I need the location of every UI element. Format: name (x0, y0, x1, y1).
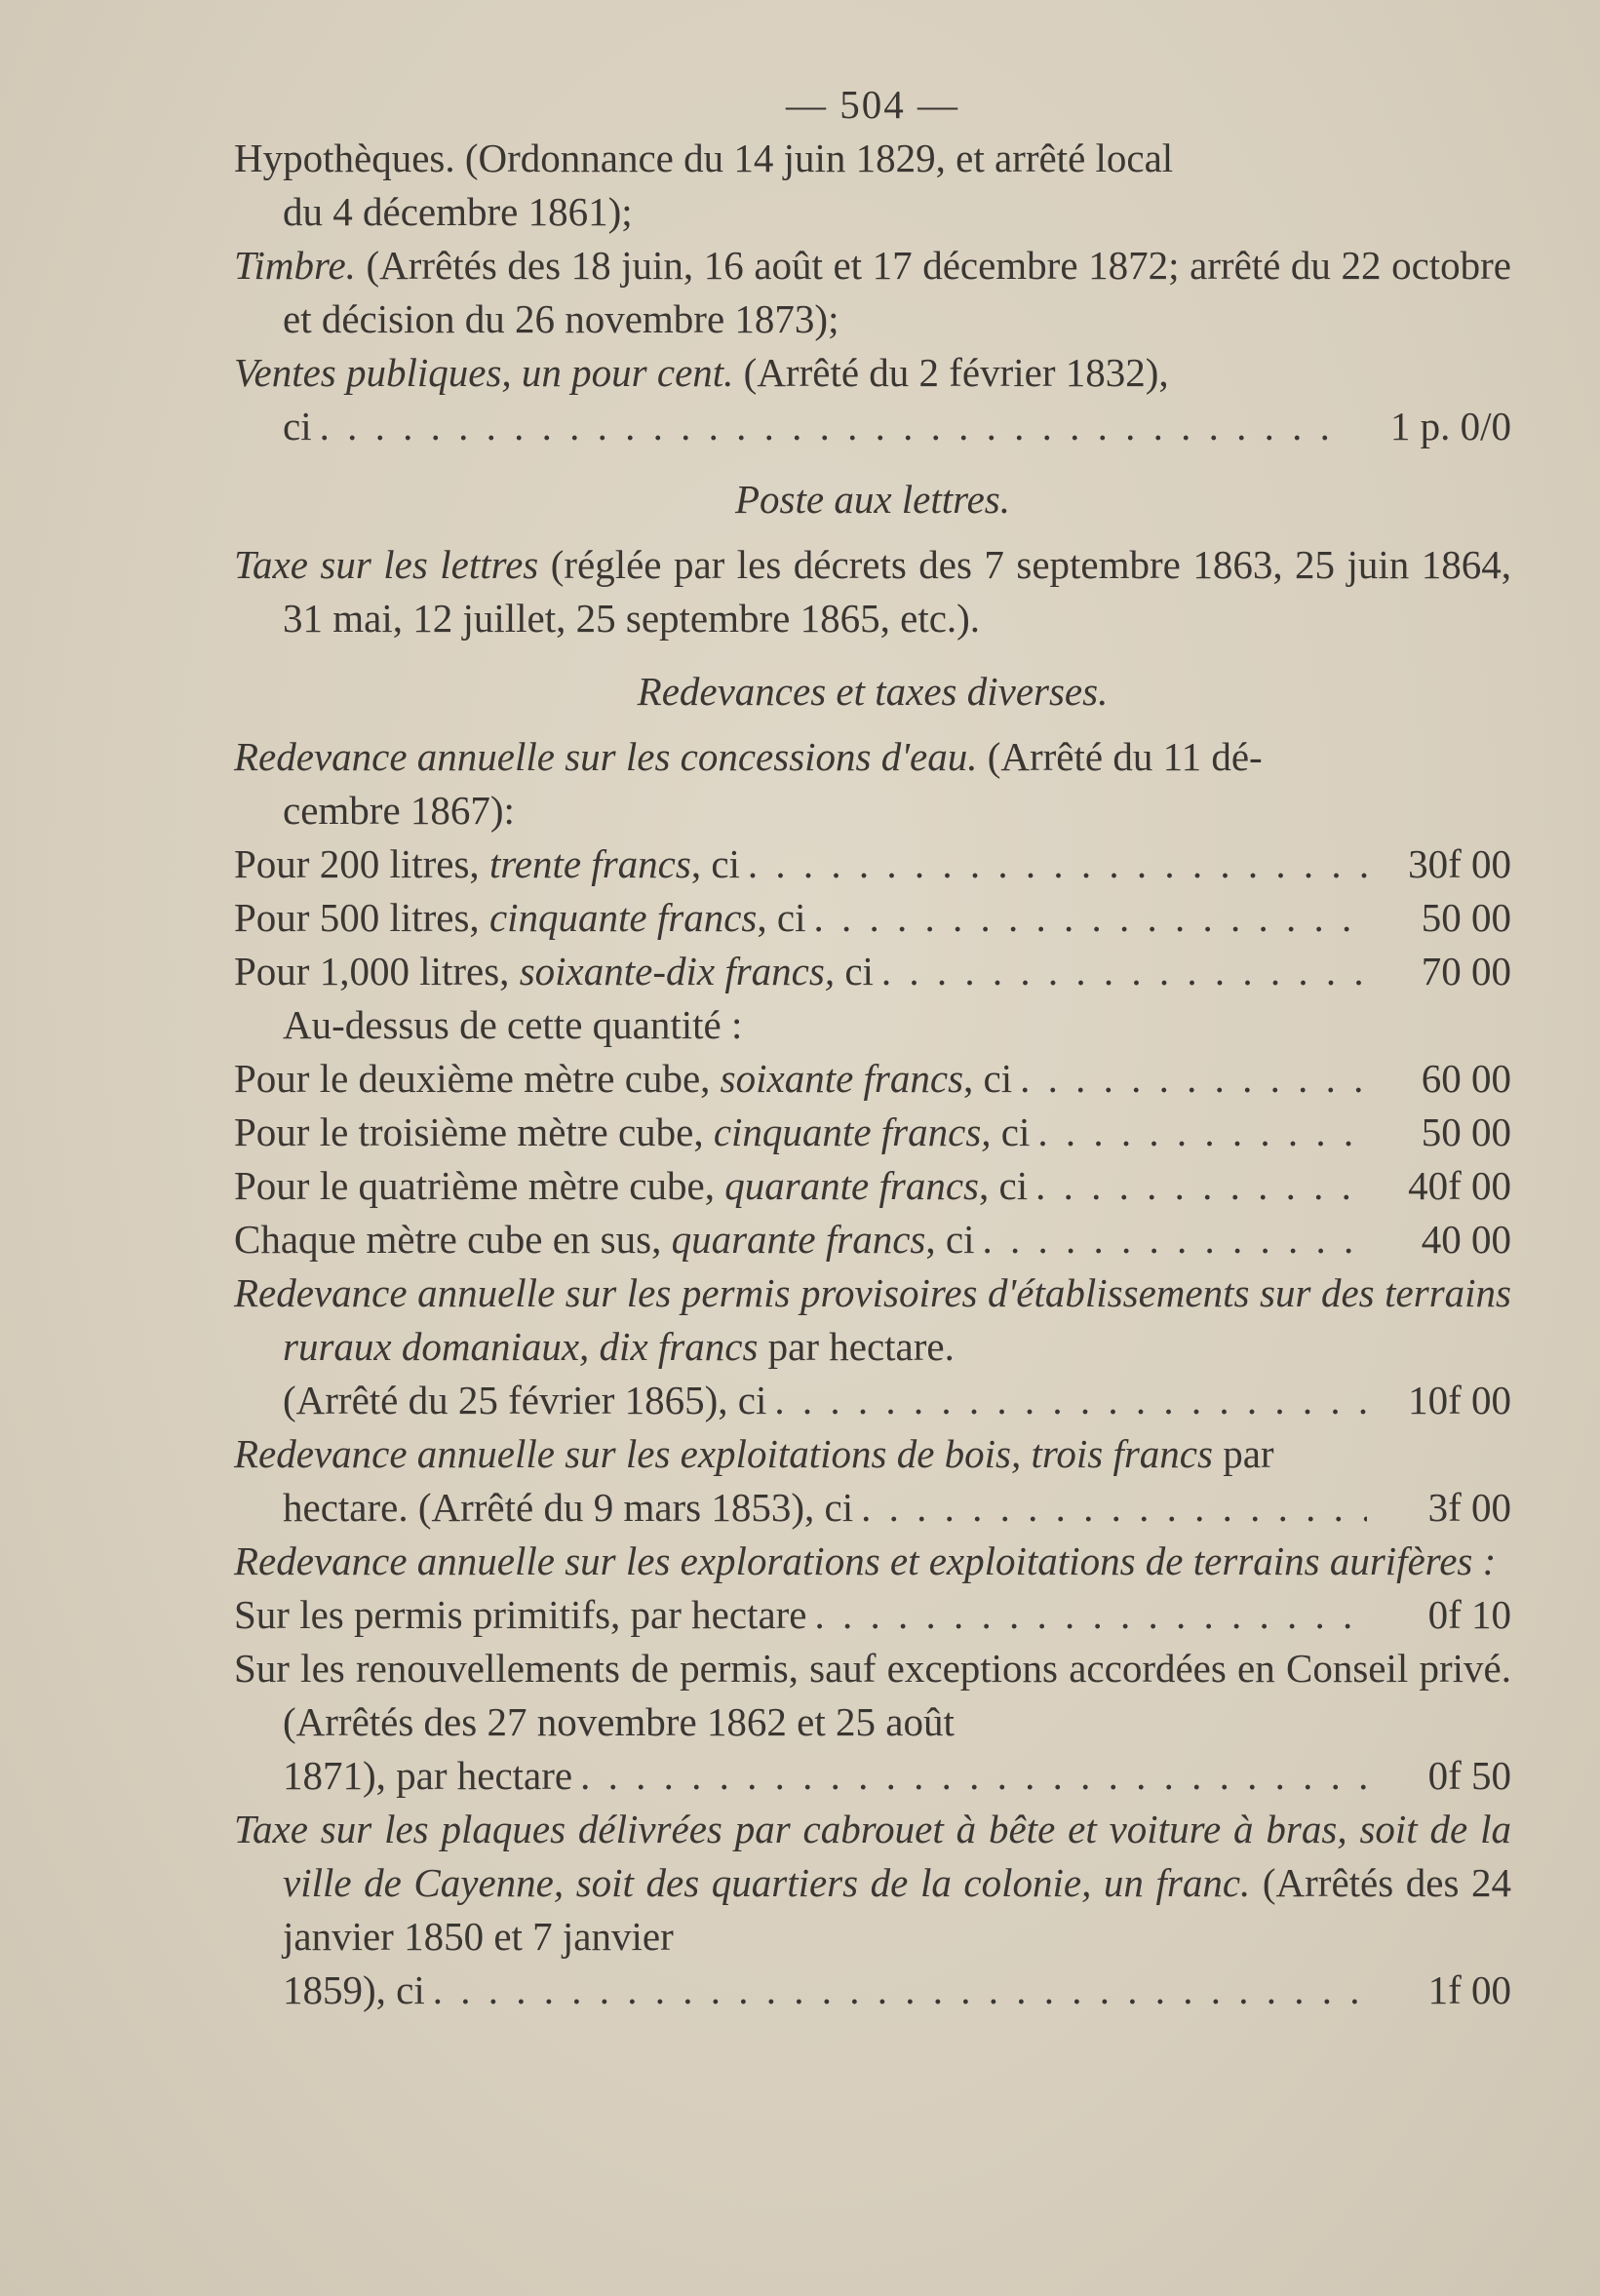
leader-dots (748, 837, 1367, 891)
item-post: , ci (925, 1217, 975, 1262)
item-pre: Pour 200 litres, (234, 841, 489, 886)
eau-item-4 (234, 1052, 1511, 1106)
timbre-title: Timbre. (234, 243, 356, 288)
item-italic: soixante-dix francs, (519, 949, 836, 993)
leader-dots (815, 1588, 1368, 1642)
leader-dots (433, 1964, 1367, 2017)
page-number: — 504 — (786, 82, 959, 127)
item-amount: 40 00 (1421, 1217, 1511, 1262)
permis-amount-line (234, 1374, 1511, 1427)
item-pre: Pour 1,000 litres, (234, 949, 520, 993)
leader-dots (881, 945, 1367, 998)
item-amount: 30f 00 (1408, 841, 1511, 886)
permis-last: (Arrêté du 25 février 1865), ci (283, 1378, 767, 1422)
eau-rest: (Arrêté du 11 dé- (977, 734, 1263, 779)
item-italic: trente francs (488, 841, 691, 886)
item-amount: 70 00 (1421, 949, 1511, 993)
eau-item-1 (234, 837, 1511, 891)
eau-item-2 (234, 891, 1511, 945)
leader-dots (982, 1213, 1367, 1266)
entry-permis-provisoires (234, 1266, 1511, 1374)
leader-dots (580, 1749, 1367, 1803)
plaques-last: 1859), ci (283, 1967, 425, 2012)
item-post: , ci (979, 1163, 1029, 1208)
item-pre: Pour le troisième mètre cube, (234, 1109, 714, 1154)
entry-exploitations-bois (234, 1427, 1511, 1481)
item-pre: Pour le quatrième mètre cube, (234, 1163, 725, 1208)
primitifs-label: Sur les permis primitifs, par hectare (234, 1592, 807, 1637)
item-italic: cinquante francs, (713, 1109, 992, 1154)
taxe-lettres-line2: 25 juin 1864, 31 mai, 12 juillet, 25 septembre 1865, etc.). (283, 542, 1511, 641)
ventes-amount-line (234, 400, 1511, 453)
bois-rest: par (1212, 1431, 1274, 1476)
item-pre: Pour le deuxième mètre cube, (234, 1056, 721, 1101)
item-amount: 50 00 (1421, 1109, 1511, 1154)
ventes-title: Ventes publiques, un pour cent. (234, 350, 734, 395)
ventes-ci: ci (283, 404, 312, 448)
bois-last: hectare. (Arrêté du 9 mars 1853), ci (283, 1485, 854, 1530)
plaques-amount-line (234, 1964, 1511, 2017)
taxe-lettres-title: Taxe sur les lettres (234, 542, 539, 587)
bois-amount-line (234, 1481, 1511, 1535)
taxe-lettres-line1: (réglée par les décrets des 7 septembre 1863, (538, 542, 1283, 587)
item-amount: 50 00 (1421, 895, 1511, 940)
timbre-line2: arrêté du 22 octobre et décision du 26 novembre 1873); (283, 243, 1512, 341)
eau-item-3 (234, 945, 1511, 998)
item-amount: 40f 00 (1408, 1163, 1511, 1208)
item-post: , ci (963, 1056, 1013, 1101)
primitifs-line (234, 1588, 1511, 1642)
leader-dots (813, 891, 1367, 945)
leader-dots (1020, 1052, 1367, 1106)
bois-title: Redevance annuelle sur les exploitations de bois, trois francs (234, 1431, 1213, 1476)
plaques-title: Taxe sur les plaques délivrées par cabrouet à bête et voiture à bras, soit de la ville de Cayenne, soit des quartiers de la colonie, un franc. (234, 1807, 1511, 1905)
eau-item-5 (234, 1106, 1511, 1159)
plaques-amount: 1f 00 (1427, 1967, 1511, 2012)
renouv-amount-line (234, 1749, 1511, 1803)
entry-renouvellements: Sur les renouvellements de permis, sauf exceptions accordées en Conseil privé. (Arrêtés des 27 novembre 1862 et 25 août (234, 1646, 1511, 1744)
item-amount: 60 00 (1421, 1056, 1511, 1101)
leader-dots (1035, 1159, 1367, 1213)
hypotheques-line1: Hypothèques. (Ordonnance du 14 juin 1829, et arrêté local (234, 136, 1174, 180)
item-italic: cinquante francs (488, 895, 758, 940)
item-italic: quarante francs (671, 1217, 926, 1262)
leader-dots (1037, 1106, 1367, 1159)
entry-ventes (234, 346, 1511, 400)
item-post: , ci (690, 841, 740, 886)
entry-concessions-eau (234, 730, 1511, 837)
permis-rest: par hectare. (758, 1324, 955, 1369)
heading-redevances: Redevances et taxes diverses. (637, 669, 1109, 714)
entry-timbre (234, 239, 1511, 346)
ventes-amount: 1 p. 0/0 (1389, 404, 1511, 448)
eau-title: Redevance annuelle sur les concessions d'eau. (234, 734, 978, 779)
item-post: , ci (757, 895, 806, 940)
permis-title: Redevance annuelle sur les permis provisoires d'établissements sur des terrains ruraux domaniaux, dix francs (234, 1270, 1511, 1369)
eau-item-7 (234, 1213, 1511, 1266)
item-italic: quarante francs (724, 1163, 979, 1208)
permis-amount: 10f 00 (1408, 1378, 1511, 1422)
entry-plaques (234, 1803, 1511, 1964)
item-post: ci (835, 949, 874, 993)
leader-dots (774, 1374, 1367, 1427)
bois-amount: 3f 00 (1427, 1485, 1511, 1530)
text-column (234, 78, 1511, 2017)
eau-line2: cembre 1867): (283, 788, 515, 833)
item-post: ci (991, 1109, 1031, 1154)
leader-dots (861, 1481, 1367, 1535)
au-dessus: Au-dessus de cette quantité : (283, 1002, 743, 1047)
primitifs-amount: 0f 10 (1427, 1592, 1511, 1637)
entry-terrains-auriferes: Redevance annuelle sur les explorations et exploitations de terrains aurifères : (234, 1538, 1497, 1583)
timbre-line1: (Arrêtés des 18 juin, 16 août et 17 décembre 1872; (355, 243, 1180, 288)
renouv-last: 1871), par hectare (283, 1753, 573, 1798)
item-pre: Chaque mètre cube en sus, (234, 1217, 672, 1262)
ventes-rest: (Arrêté du 2 février 1832), (733, 350, 1169, 395)
hypotheques-line2: du 4 décembre 1861); (283, 189, 633, 234)
entry-taxe-lettres (234, 538, 1511, 645)
entry-hypotheques (234, 132, 1511, 239)
item-pre: Pour 500 litres, (234, 895, 489, 940)
plaques-rest: (Arrêtés des 24 janvier 1850 et 7 janvier (283, 1860, 1511, 1959)
item-italic: soixante francs (720, 1056, 964, 1101)
renouv-amount: 0f 50 (1427, 1753, 1511, 1798)
leader-dots (320, 400, 1338, 453)
heading-poste: Poste aux lettres. (735, 477, 1010, 522)
eau-item-6 (234, 1159, 1511, 1213)
